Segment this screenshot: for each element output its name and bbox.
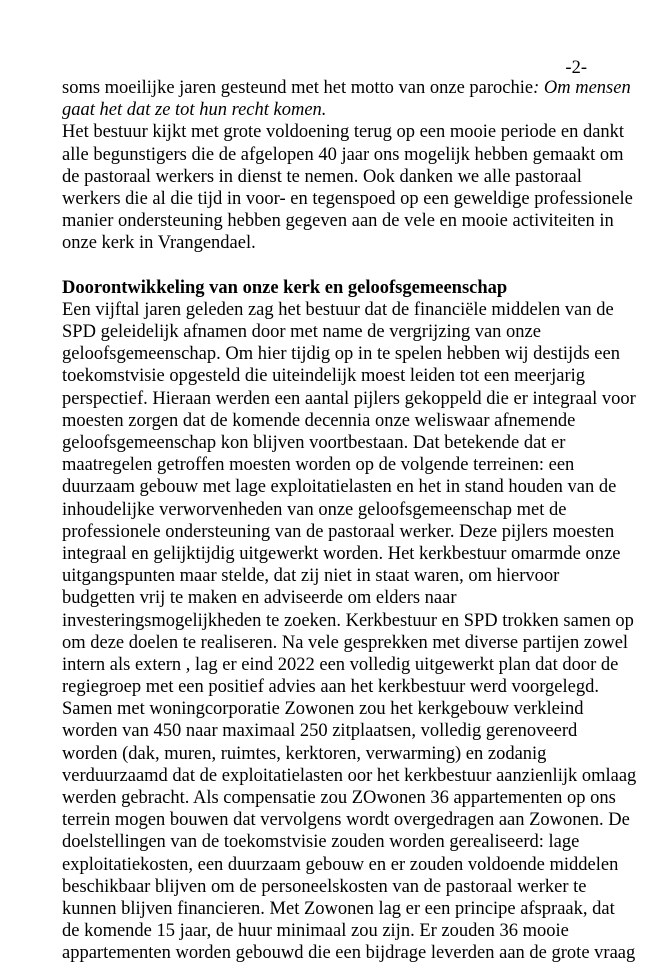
page-number: -2-	[565, 58, 587, 78]
text-line: duurzaam gebouw met lage exploitatielasten en het in stand houden van de	[62, 477, 617, 498]
text-line: worden van 450 naar maximaal 250 zitplaatsen, volledig gerenoveerd	[62, 721, 578, 742]
text-line: maatregelen getroffen moesten worden op de volgende terreinen: een	[62, 455, 575, 476]
document-body	[62, 77, 637, 965]
text-line: intern als extern , lag er eind 2022 een volledig uitgewerkt plan dat door de	[62, 654, 619, 675]
text-line: Een vijftal jaren geleden zag het bestuur dat de financiële middelen van de	[62, 299, 614, 320]
text-line: terrein mogen bouwen dat vervolgens wordt overgedragen aan Zowonen. De	[62, 810, 630, 831]
text-line: appartementen worden gebouwd die een bijdrage leverden aan de grote vraag	[62, 943, 636, 964]
text-line: verduurzaamd dat de exploitatielasten oor het kerkbestuur aanzienlijk omlaag	[62, 765, 637, 786]
text-line: om deze doelen te realiseren. Na vele gesprekken met diverse partijen zowel	[62, 632, 629, 653]
text-line: inhoudelijke verworvenheden van onze geloofsgemeenschap met de	[62, 499, 567, 520]
text-line: beschikbaar blijven om de personeelskosten van de pastoraal werker te	[62, 876, 587, 897]
text-line: SPD geleidelijk afnamen door met name de vergrijzing van onze	[62, 322, 541, 343]
text-line: exploitatiekosten, een duurzaam gebouw en er zouden voldoende middelen	[62, 854, 619, 875]
motto-italic: : Om mensen	[533, 78, 631, 98]
text-line	[62, 77, 631, 99]
text-line: werden gebracht. Als compensatie zou ZOwonen 36 appartementen op ons	[62, 788, 616, 808]
text-line: geloofsgemeenschap kon blijven voortbestaan. Dat betekende dat er	[62, 433, 566, 453]
text-line: Het bestuur kijkt met grote voldoening terug op een mooie periode en dankt	[62, 122, 625, 143]
text-line: doelstellingen van de toekomstvisie zouden worden gerealiseerd: lage	[62, 832, 580, 853]
section-doorontwikkeling	[62, 277, 637, 965]
paragraph-spacer	[62, 255, 622, 277]
text-line: alle begunstigers die de afgelopen 40 jaar ons mogelijk hebben gemaakt om	[62, 144, 624, 165]
text-line: kunnen blijven financieren. Met Zowonen lag er een principe afspraak, dat	[62, 898, 615, 919]
section-paragraph	[62, 299, 637, 965]
text-line: toekomstvisie opgesteld die uiteindelijk moest leiden tot een meerjarig	[62, 366, 586, 387]
text-line: budgetten vrij te maken en adviseerde om elders naar	[62, 588, 457, 609]
text-line: worden (dak, muren, ruimtes, kerktoren, verwarming) en zodanig	[62, 743, 547, 764]
text-line: uitgangspunten maar stelde, dat zij niet in staat waren, om hiervoor	[62, 566, 560, 587]
text-line: de pastoraal werkers in dienst te nemen. Ook danken we alle pastoraal	[62, 166, 582, 187]
section-heading: Doorontwikkeling van onze kerk en geloofsgemeenschap	[62, 277, 508, 298]
text-line: moesten zorgen dat de komende decennia onze weliswaar afnemende	[62, 410, 576, 431]
text-line: Samen met woningcorporatie Zowonen zou het kerkgebouw verkleind	[62, 699, 584, 720]
text-line: manier ondersteuning hebben gegeven aan de vele en mooie activiteiten in	[62, 211, 614, 232]
intro-paragraph	[62, 77, 633, 255]
text-line: werkers die al die tijd in voor- en tegenspoed op een geweldige professionele	[62, 188, 633, 209]
text-line: de komende 15 jaar, de huur minimaal zou zijn. Er zouden 36 mooie	[62, 921, 569, 942]
text-line: regiegroep met een positief advies aan het kerkbestuur werd voorgelegd.	[62, 677, 599, 698]
text-line: perspectief. Hieraan werden een aantal pijlers gekoppeld die er integraal voor	[62, 388, 636, 409]
text-plain: soms moeilijke jaren gesteund met het motto van onze parochie	[62, 78, 534, 98]
text-line: geloofsgemeenschap. Om hier tijdig op in te spelen hebben wij destijds een	[62, 344, 620, 365]
text-line: professionele ondersteuning van de pastoraal werker. Deze pijlers moesten	[62, 521, 615, 542]
text-line: onze kerk in Vrangendael.	[62, 233, 256, 254]
text-line: integraal en gelijktijdig uitgewerkt worden. Het kerkbestuur omarmde onze	[62, 543, 621, 564]
text-line: investeringsmogelijkheden te zoeken. Kerkbestuur en SPD trokken samen op	[62, 610, 634, 631]
motto-italic-line: gaat het dat ze tot hun recht komen.	[62, 100, 327, 121]
